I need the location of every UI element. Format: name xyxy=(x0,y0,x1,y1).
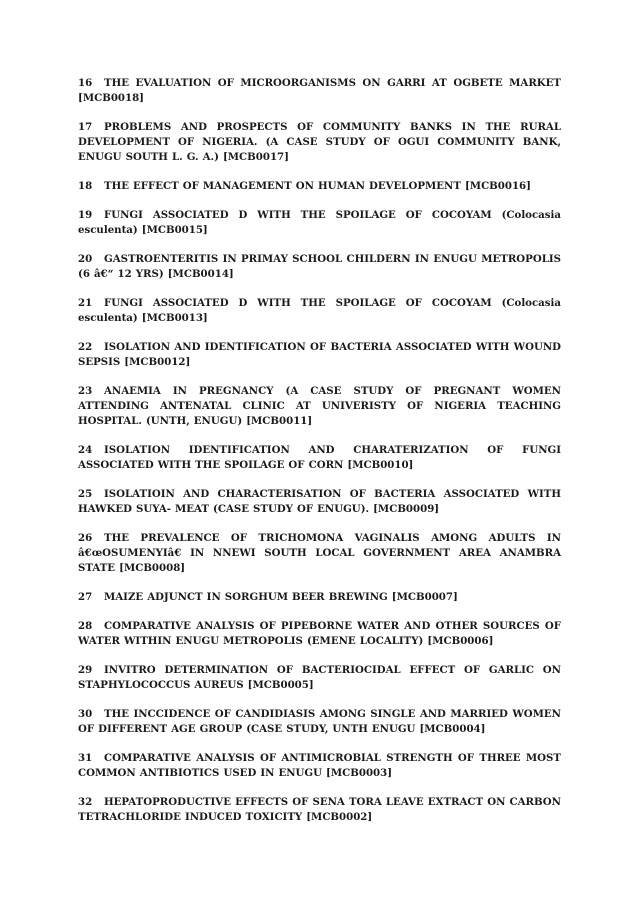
list-item xyxy=(78,120,561,165)
entry-title: ISOLATION AND IDENTIFICATION OF BACTERIA ASSOCIATED WITH WOUND SEPSIS [MCB0012] xyxy=(78,341,561,368)
entry-number: 18 xyxy=(78,180,93,192)
list-item xyxy=(78,208,561,238)
entry-number: 21 xyxy=(78,297,93,309)
entry-title: THE INCCIDENCE OF CANDIDIASIS AMONG SINGLE AND MARRIED WOMEN OF DIFFERENT AGE GROUP (CASE STUDY, UNTH ENUGU [MCB0004] xyxy=(78,708,561,735)
entry-title: ANAEMIA IN PREGNANCY (A CASE STUDY OF PREGNANT WOMEN ATTENDING ANTENATAL CLINIC AT UNIVERISTY OF NIGERIA TEACHING HOSPITAL. (UNTH, ENUGU) [MCB0011] xyxy=(78,385,561,427)
list-item xyxy=(78,531,561,576)
entry-title: PROBLEMS AND PROSPECTS OF COMMUNITY BANKS IN THE RURAL DEVELOPMENT OF NIGERIA. (A CASE STUDY OF OGUI COMMUNITY BANK, ENUGU SOUTH L. G. A.) [MCB0017] xyxy=(78,121,561,163)
list-item xyxy=(78,340,561,370)
entry-number: 30 xyxy=(78,708,93,720)
list-item xyxy=(78,590,561,605)
entry-number: 20 xyxy=(78,253,93,265)
entry-title: MAIZE ADJUNCT IN SORGHUM BEER BREWING [MCB0007] xyxy=(104,591,458,603)
list-item xyxy=(78,179,561,194)
list-item xyxy=(78,707,561,737)
entry-number: 23 xyxy=(78,385,93,397)
list-item xyxy=(78,252,561,282)
entry-number: 19 xyxy=(78,209,93,221)
entry-title: GASTROENTERITIS IN PRIMAY SCHOOL CHILDERN IN ENUGU METROPOLIS (6 â€“ 12 YRS) [MCB0014] xyxy=(78,253,561,280)
entry-number: 27 xyxy=(78,591,93,603)
entry-title: HEPATOPRODUCTIVE EFFECTS OF SENA TORA LEAVE EXTRACT ON CARBON TETRACHLORIDE INDUCED TOXICITY [MCB0002] xyxy=(78,796,561,823)
entry-number: 16 xyxy=(78,77,93,89)
list-item xyxy=(78,296,561,326)
entry-title: FUNGI ASSOCIATED D WITH THE SPOILAGE OF COCOYAM (Colocasia esculenta) [MCB0013] xyxy=(78,297,561,324)
entry-number: 31 xyxy=(78,752,93,764)
list-item xyxy=(78,751,561,781)
entry-number: 17 xyxy=(78,121,93,133)
list-item xyxy=(78,619,561,649)
entry-number: 24 xyxy=(78,444,93,456)
entry-title: THE EFFECT OF MANAGEMENT ON HUMAN DEVELOPMENT [MCB0016] xyxy=(104,180,531,192)
entry-title: THE EVALUATION OF MICROORGANISMS ON GARRI AT OGBETE MARKET [MCB0018] xyxy=(78,77,561,104)
entry-number: 29 xyxy=(78,664,93,676)
document-page xyxy=(78,76,561,839)
entry-number: 32 xyxy=(78,796,93,808)
list-item xyxy=(78,663,561,693)
entry-title: INVITRO DETERMINATION OF BACTERIOCIDAL EFFECT OF GARLIC ON STAPHYLOCOCCUS AUREUS [MCB0005] xyxy=(78,664,561,691)
entry-title: ISOLATIOIN AND CHARACTERISATION OF BACTERIA ASSOCIATED WITH HAWKED SUYA- MEAT (CASE STUDY OF ENUGU). [MCB0009] xyxy=(78,488,561,515)
entry-number: 22 xyxy=(78,341,93,353)
list-item xyxy=(78,76,561,106)
entry-title: COMPARATIVE ANALYSIS OF PIPEBORNE WATER AND OTHER SOURCES OF WATER WITHIN ENUGU METROPOLIS (EMENE LOCALITY) [MCB0006] xyxy=(78,620,561,647)
entry-number: 26 xyxy=(78,532,93,544)
entry-title: THE PREVALENCE OF TRICHOMONA VAGINALIS AMONG ADULTS IN â€œOSUMENYIâ€ IN NNEWI SOUTH LOCAL GOVERNMENT AREA ANAMBRA STATE [MCB0008] xyxy=(78,532,561,574)
list-item xyxy=(78,384,561,429)
entry-number: 28 xyxy=(78,620,93,632)
entry-title: FUNGI ASSOCIATED D WITH THE SPOILAGE OF COCOYAM (Colocasia esculenta) [MCB0015] xyxy=(78,209,561,236)
entry-title: ISOLATION IDENTIFICATION AND CHARATERIZATION OF FUNGI ASSOCIATED WITH THE SPOILAGE OF CORN [MCB0010] xyxy=(78,444,561,471)
entry-title: COMPARATIVE ANALYSIS OF ANTIMICROBIAL STRENGTH OF THREE MOST COMMON ANTIBIOTICS USED IN ENUGU [MCB0003] xyxy=(78,752,561,779)
list-item xyxy=(78,443,561,473)
list-item xyxy=(78,487,561,517)
list-item xyxy=(78,795,561,825)
entry-number: 25 xyxy=(78,488,93,500)
